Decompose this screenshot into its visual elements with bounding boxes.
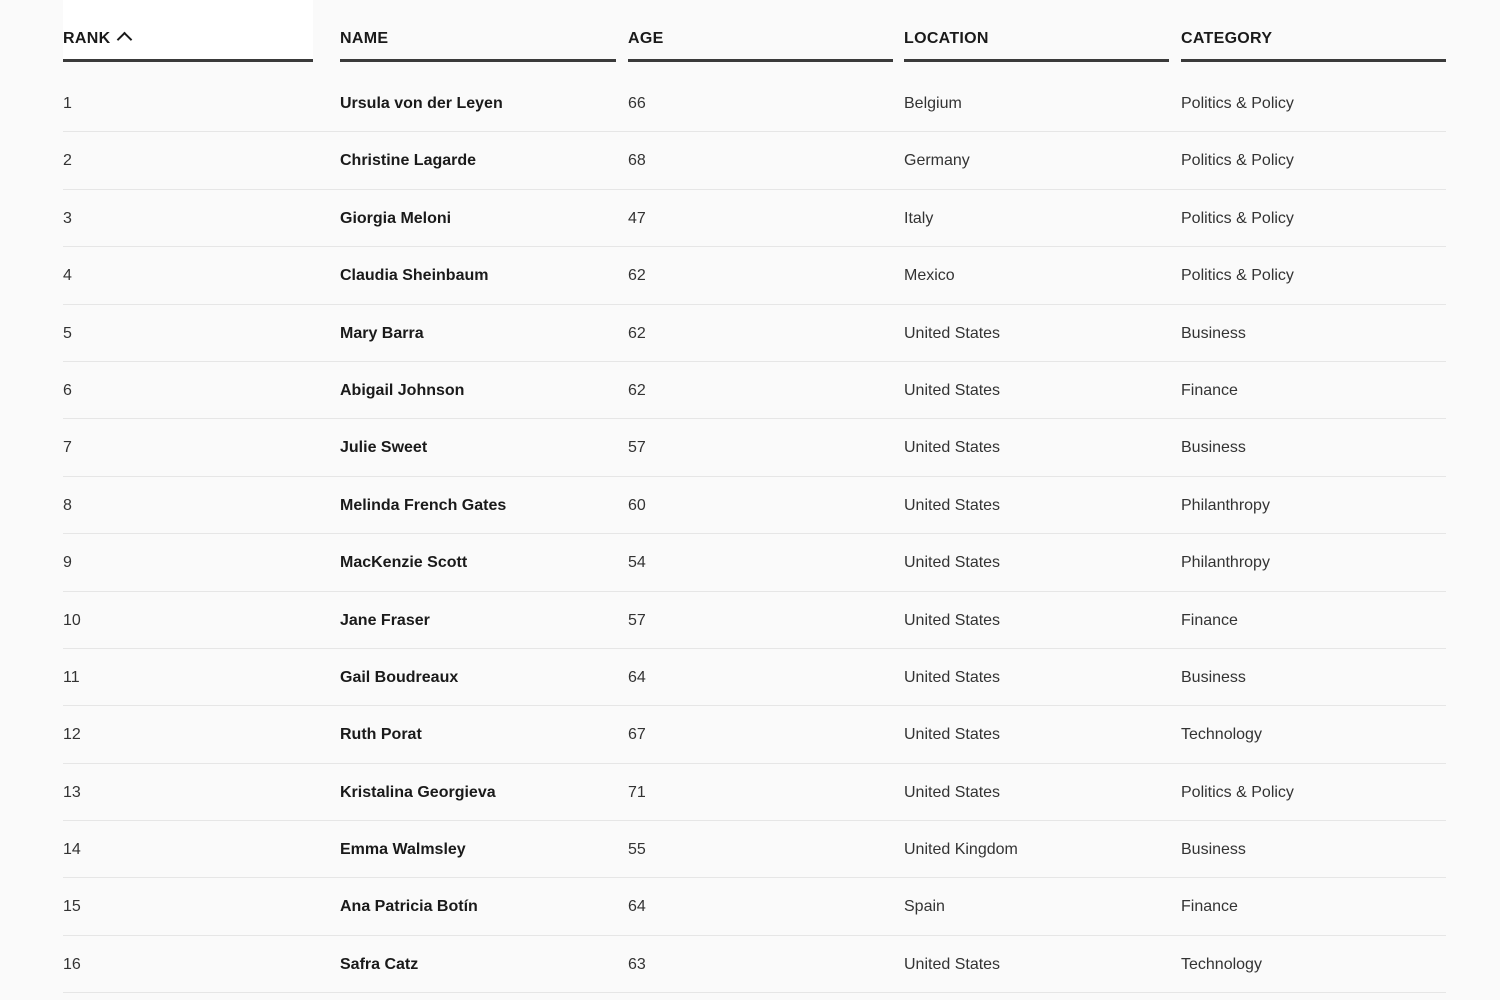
name-cell[interactable]: Abigail Johnson <box>340 381 465 399</box>
column-header-location-label: LOCATION <box>904 30 989 47</box>
location-cell: Belgium <box>904 95 962 112</box>
category-cell: Business <box>1181 668 1246 686</box>
table-row[interactable] <box>63 419 1446 476</box>
table-row[interactable] <box>63 592 1446 649</box>
name-cell[interactable]: Christine Lagarde <box>340 152 477 170</box>
table-row[interactable] <box>63 534 1446 591</box>
location-cell: United States <box>904 324 1001 342</box>
location-cell: United States <box>904 783 1001 801</box>
category-cell: Finance <box>1181 381 1238 399</box>
rank-cell: 15 <box>63 898 81 916</box>
column-header-name-label: NAME <box>340 30 389 47</box>
column-header-category[interactable] <box>1181 0 1446 62</box>
location-cell: United States <box>904 668 1001 686</box>
table-row[interactable] <box>63 190 1446 247</box>
rank-cell: 16 <box>63 955 81 973</box>
rank-cell: 13 <box>63 783 81 801</box>
table-row[interactable] <box>63 132 1446 189</box>
rank-cell: 11 <box>63 668 80 686</box>
category-cell: Philanthropy <box>1181 496 1270 514</box>
column-header-age-label: AGE <box>628 30 664 47</box>
age-cell: 62 <box>628 381 646 399</box>
table-header <box>63 0 1446 62</box>
table-row[interactable] <box>63 706 1446 763</box>
location-cell: United States <box>904 955 1001 973</box>
location-cell: United States <box>904 496 1001 514</box>
age-cell: 64 <box>628 668 646 686</box>
category-cell: Philanthropy <box>1181 554 1270 572</box>
location-cell: Germany <box>904 152 970 170</box>
name-cell[interactable]: Giorgia Meloni <box>340 209 452 227</box>
location-cell: United States <box>904 554 1001 572</box>
rank-cell: 4 <box>63 267 72 285</box>
name-cell[interactable]: Melinda French Gates <box>340 496 507 514</box>
rank-cell: 9 <box>63 554 72 572</box>
column-header-location[interactable] <box>904 0 1169 62</box>
location-cell: Italy <box>904 209 934 227</box>
rank-cell: 1 <box>63 95 72 112</box>
category-cell: Business <box>1181 439 1246 457</box>
age-cell: 63 <box>628 955 646 973</box>
category-cell: Politics & Policy <box>1181 267 1294 285</box>
name-cell[interactable]: Ursula von der Leyen <box>340 95 503 112</box>
location-cell: United Kingdom <box>904 841 1018 859</box>
location-cell: Spain <box>904 898 945 916</box>
table-row[interactable] <box>63 878 1446 935</box>
table-row[interactable] <box>63 936 1446 993</box>
rank-cell: 7 <box>63 439 72 457</box>
rank-cell: 10 <box>63 611 81 629</box>
location-cell: United States <box>904 726 1001 744</box>
name-cell[interactable]: Emma Walmsley <box>340 841 466 859</box>
age-cell: 66 <box>628 95 646 112</box>
rank-cell: 6 <box>63 381 72 399</box>
category-cell: Finance <box>1181 611 1238 629</box>
table-row[interactable] <box>63 305 1446 362</box>
table-row[interactable] <box>63 649 1446 706</box>
category-cell: Technology <box>1181 955 1262 973</box>
category-cell: Finance <box>1181 898 1238 916</box>
table-row[interactable] <box>63 764 1446 821</box>
column-header-age[interactable] <box>628 0 893 62</box>
category-cell: Business <box>1181 324 1246 342</box>
name-cell[interactable]: Jane Fraser <box>340 611 430 629</box>
column-header-rank[interactable] <box>63 0 313 62</box>
rank-cell: 14 <box>63 841 81 859</box>
name-cell[interactable]: Claudia Sheinbaum <box>340 267 489 285</box>
table-row[interactable] <box>63 362 1446 419</box>
age-cell: 54 <box>628 554 646 572</box>
location-cell: Mexico <box>904 267 955 285</box>
location-cell: United States <box>904 381 1001 399</box>
category-cell: Technology <box>1181 726 1262 744</box>
age-cell: 71 <box>628 783 646 801</box>
category-cell: Politics & Policy <box>1181 152 1294 170</box>
name-cell[interactable]: Gail Boudreaux <box>340 668 459 686</box>
table-row[interactable] <box>63 75 1446 132</box>
location-cell: United States <box>904 611 1001 629</box>
category-cell: Business <box>1181 841 1246 859</box>
rank-cell: 12 <box>63 726 81 744</box>
category-cell: Politics & Policy <box>1181 209 1294 227</box>
name-cell[interactable]: Mary Barra <box>340 324 424 342</box>
location-cell: United States <box>904 439 1001 457</box>
table-body <box>63 75 1446 993</box>
rankings-table <box>63 0 1446 993</box>
age-cell: 62 <box>628 267 646 285</box>
chevron-up-icon[interactable] <box>117 32 133 48</box>
name-cell[interactable]: Safra Catz <box>340 955 419 973</box>
age-cell: 55 <box>628 841 646 859</box>
column-header-name[interactable] <box>340 0 616 62</box>
rank-cell: 3 <box>63 209 72 227</box>
name-cell[interactable]: Ruth Porat <box>340 726 422 744</box>
rank-cell: 2 <box>63 152 72 170</box>
table-row[interactable] <box>63 477 1446 534</box>
column-header-rank-label: RANK <box>63 30 111 47</box>
name-cell[interactable]: Ana Patricia Botín <box>340 898 478 916</box>
table-row[interactable] <box>63 821 1446 878</box>
rank-cell: 8 <box>63 496 72 514</box>
name-cell[interactable]: Julie Sweet <box>340 439 428 457</box>
age-cell: 68 <box>628 152 646 170</box>
age-cell: 67 <box>628 726 646 744</box>
age-cell: 47 <box>628 209 646 227</box>
table-row[interactable] <box>63 247 1446 304</box>
name-cell[interactable]: MacKenzie Scott <box>340 554 468 572</box>
name-cell[interactable]: Kristalina Georgieva <box>340 783 496 801</box>
age-cell: 60 <box>628 496 646 514</box>
rank-cell: 5 <box>63 324 72 342</box>
category-cell: Politics & Policy <box>1181 95 1294 112</box>
age-cell: 64 <box>628 898 646 916</box>
column-header-category-label: CATEGORY <box>1181 30 1273 47</box>
category-cell: Politics & Policy <box>1181 783 1294 801</box>
age-cell: 57 <box>628 439 646 457</box>
age-cell: 62 <box>628 324 646 342</box>
age-cell: 57 <box>628 611 646 629</box>
